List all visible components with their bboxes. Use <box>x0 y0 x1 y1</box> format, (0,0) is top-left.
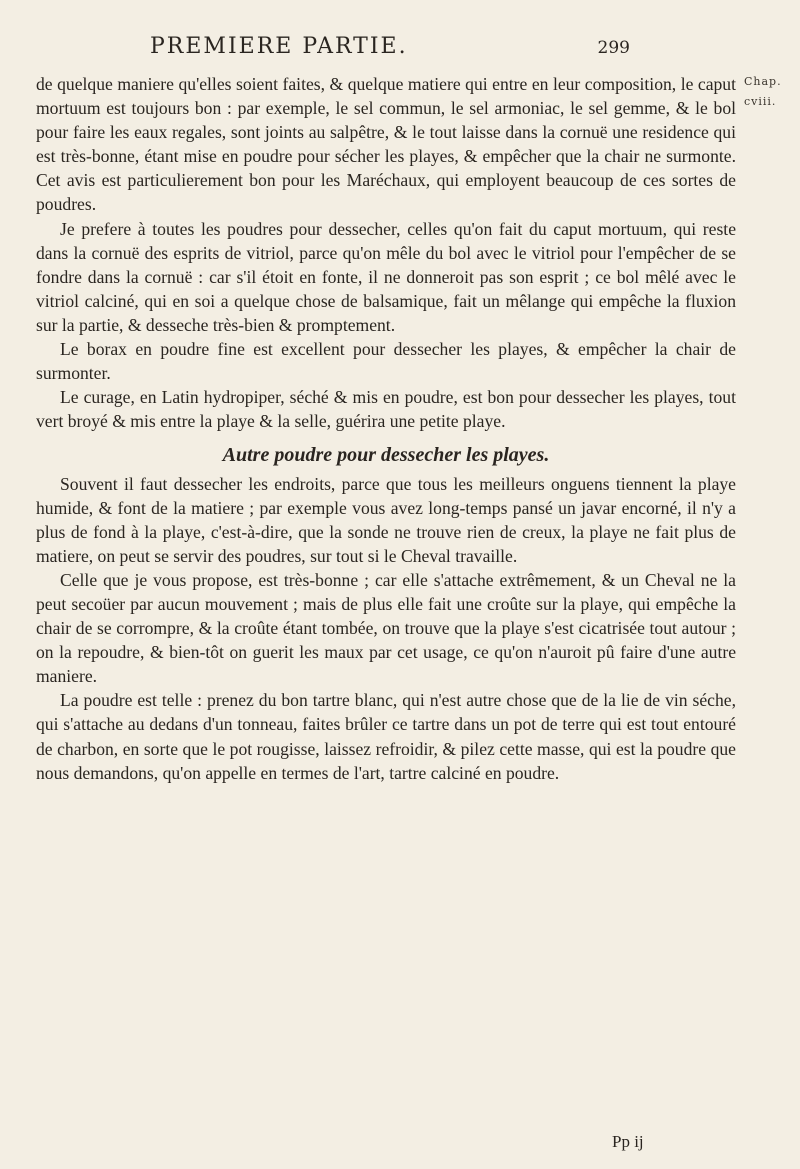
margin-note-line: Chap. <box>744 75 782 88</box>
margin-note-line: cviii. <box>744 95 777 108</box>
text-body <box>36 72 736 785</box>
paragraph: La poudre est telle : prenez du bon tartre blanc, qui n'est autre chose que de la lie de vin séche, qui s'attache au dedans d'un tonneau, faites brûler ce tartre dans un pot de terre qui est tout entouré de charbon, en sorte que le pot rougisse, laissez refroidir, & pilez cette masse, qui est la poudre que nous demandons, qu'on appelle en termes de l'art, tartre calciné en poudre. <box>36 690 736 783</box>
running-header <box>150 34 630 64</box>
signature-mark: Pp ij <box>612 1132 644 1151</box>
paragraph: Souvent il faut dessecher les endroits, parce que tous les meilleurs onguens tiennent la playe humide, & font de la matiere ; par exemple vous avez long-temps pansé un javar encorné, il n'y a plus de fond à la playe, c'est-à-dire, que la sonde ne trouve rien de creux, la playe ne fait plus de matiere, on peut se servir des poudres, sur tout si le Cheval travaille. <box>36 473 736 566</box>
section-title: Autre poudre pour dessecher les playes. <box>222 444 550 467</box>
paragraph: Le curage, en Latin hydropiper, séché & mis en poudre, est bon pour dessecher les playes, tout vert broyé & mis entre la playe & la selle, guérira une petite playe. <box>36 387 736 432</box>
page-number: 299 <box>597 38 630 58</box>
running-title: PREMIERE PARTIE. <box>150 34 408 59</box>
margin-chapter-note <box>744 72 800 112</box>
paragraph: Celle que je vous propose, est très-bonne ; car elle s'attache extrêmement, & un Cheval ne la peut secoüer par aucun mouvement ; mais de plus elle fait une croûte sur la playe, qui empêche la chair de se corrompre, & la croûte étant tombée, on trouve que la playe s'est cicatrisée tout autour ; on la repoudre, & bien-tôt on guerit les maux par cet usage, ce qu'on n'auroit pû faire d'une autre maniere. <box>36 569 736 687</box>
paragraph: Je prefere à toutes les poudres pour dessecher, celles qu'on fait du caput mortuum, qui reste dans la cornuë des esprits de vitriol, parce qu'on mêle du bol avec le vitriol pour l'empêcher de se fondre dans la cornuë : car s'il étoit en fonte, il ne donneroit pas son esprit ; ce bol mêlé avec le vitriol calciné, qui en soi a quelque chose de balsamique, fait un mêlange qui empêche la fluxion sur la partie, & desseche très-bien & promptement. <box>36 218 736 335</box>
paragraph: Le borax en poudre fine est excellent pour dessecher les playes, & empêcher la chair de surmonter. <box>36 339 736 384</box>
paragraph: de quelque maniere qu'elles soient faites, & quelque matiere qui entre en leur composition, le caput mortuum est toujours bon : par exemple, le sel commun, le sel armoniac, le sel gemme, & le bol pour faire les eaux regales, sont joints au salpêtre, & le tout laisse dans la cornuë une residence qui est très-bonne, étant mise en poudre pour sécher les playes, & empêcher que la chair ne surmonte. Cet avis est particulierement bon pour les Maréchaux, qui employent beaucoup de ces sortes de poudres. <box>36 74 736 215</box>
